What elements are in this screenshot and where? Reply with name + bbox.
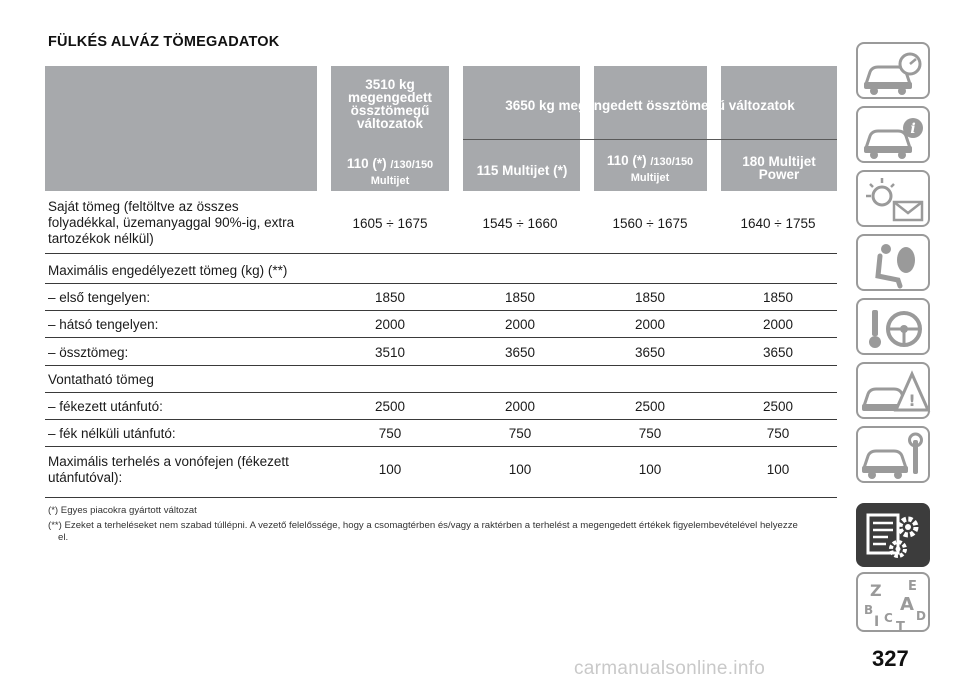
index-letter: T <box>896 620 905 634</box>
svg-text:!: ! <box>908 391 916 410</box>
header-sub-col-3 <box>594 154 706 185</box>
table-cell: 1850 <box>504 290 536 305</box>
table-cell: 100 <box>508 462 532 477</box>
table-cell: 750 <box>378 426 402 441</box>
side-tab-car-service[interactable] <box>856 426 930 483</box>
index-letter: B <box>864 603 874 617</box>
row-divider <box>45 283 837 284</box>
table-row-label: Maximális terhelés a vonófejen (fékezett utánfutóval): <box>48 454 289 485</box>
footnote-1: (*) Egyes piacokra gyártott változat <box>48 505 197 516</box>
table-row-label: – össztömeg: <box>48 345 129 360</box>
car-warning-triangle-icon <box>858 364 932 421</box>
table-cell: 2000 <box>504 399 536 414</box>
side-tab-index[interactable] <box>856 572 930 632</box>
table-cell: 1545 ÷ 1660 <box>482 216 558 231</box>
svg-text:i: i <box>910 121 916 137</box>
table-cell: 2000 <box>504 317 536 332</box>
header-separator <box>707 66 721 191</box>
header-group-3650 <box>464 99 836 112</box>
page-title: FÜLKÉS ALVÁZ TÖMEGADATOK <box>48 34 280 50</box>
table-row-label: – hátsó tengelyen: <box>48 317 159 332</box>
footnote-2-line2: el. <box>58 532 69 543</box>
header-separator <box>580 66 594 191</box>
row-divider <box>45 253 837 254</box>
header-sub-col-1-line2: Multijet <box>370 175 410 187</box>
side-tab-seat-airbag[interactable] <box>856 234 930 291</box>
side-tab-car-warning[interactable] <box>856 362 930 419</box>
table-cell: 2000 <box>634 317 666 332</box>
row-divider <box>45 337 837 338</box>
table-cell: 1850 <box>762 290 794 305</box>
index-letter: C <box>884 611 893 625</box>
page-number: 327 <box>872 646 909 671</box>
table-cell: 1850 <box>634 290 666 305</box>
table-row-label: Vontatható tömeg <box>48 372 154 387</box>
table-cell: 2000 <box>762 317 794 332</box>
side-tab-specifications[interactable] <box>856 503 930 567</box>
footnote-2 <box>48 520 838 544</box>
header-sub-col-1-small: /130/150 <box>390 159 434 171</box>
table-cell: 750 <box>508 426 532 441</box>
table-cell: 100 <box>638 462 662 477</box>
header-separator <box>449 66 463 191</box>
seat-airbag-icon <box>858 236 932 293</box>
table-cell: 2500 <box>762 399 794 414</box>
index-letter: Z <box>870 581 882 600</box>
car-info-icon <box>858 108 932 165</box>
row-divider <box>45 365 837 366</box>
header-sub-col-3-main: 110 (*) <box>606 153 647 168</box>
row-divider <box>45 497 837 498</box>
table-cell: 1605 ÷ 1675 <box>352 216 428 231</box>
index-letter: E <box>908 579 917 594</box>
header-divider <box>463 139 837 140</box>
table-row-label: – fék nélküli utánfutó: <box>48 426 176 441</box>
side-tab-car-info[interactable] <box>856 106 930 163</box>
header-sub-col-2-label: 115 Multijet (*) <box>476 163 568 178</box>
index-letter: I <box>874 614 880 630</box>
side-tab-car-gauge[interactable] <box>856 42 930 99</box>
header-sub-col-4-line2: Power <box>758 167 800 182</box>
header-col-3510 <box>333 78 447 130</box>
table-cell: 3650 <box>762 345 794 360</box>
table-cell: 100 <box>378 462 402 477</box>
specifications-gear-icon <box>858 505 932 569</box>
table-cell: 1560 ÷ 1675 <box>612 216 688 231</box>
table-cell: 750 <box>766 426 790 441</box>
table-row-label: – fékezett utánfutó: <box>48 399 163 414</box>
header-sub-col-1 <box>333 157 447 188</box>
header-col-3510-label: 3510 kg megengedett össztömegű változatok <box>347 77 432 131</box>
row-divider <box>45 419 837 420</box>
footnote-2-line1: (**) Ezeket a terheléseket nem szabad túllépni. A vezető felelőssége, hogy a csomagtérben és/vagy a raktérben a terhelést a megengedett értékek figyelembevételével helyezze <box>48 520 798 531</box>
header-sub-col-1-main: 110 (*) <box>346 156 387 171</box>
table-cell: 2500 <box>374 399 406 414</box>
header-sub-col-2 <box>464 164 580 177</box>
table-cell: 3510 <box>374 345 406 360</box>
table-row-label: – első tengelyen: <box>48 290 151 305</box>
row-divider <box>45 446 837 447</box>
row-divider <box>45 392 837 393</box>
index-letter: D <box>916 609 926 623</box>
header-sub-col-3-line2: Multijet <box>630 172 670 184</box>
header-sub-col-3-small: /130/150 <box>650 156 694 168</box>
table-cell: 1850 <box>374 290 406 305</box>
header-sub-col-4-line1: 180 Multijet <box>742 154 816 169</box>
table-cell: 2500 <box>634 399 666 414</box>
table-row-label: Saját tömeg (feltöltve az összes folyadékkal, üzemanyaggal 90%-ig, extra tartozékok nélkül) <box>48 199 295 246</box>
table-cell: 3650 <box>504 345 536 360</box>
table-row-label: Maximális engedélyezett tömeg (kg) (**) <box>48 263 288 278</box>
warning-light-envelope-icon <box>858 172 932 229</box>
table-cell: 100 <box>766 462 790 477</box>
row-divider <box>45 310 837 311</box>
car-gauge-icon <box>858 44 932 101</box>
table-cell: 3650 <box>634 345 666 360</box>
table-cell: 2000 <box>374 317 406 332</box>
header-sub-col-4 <box>721 155 837 181</box>
index-letter: A <box>900 594 914 615</box>
table-cell: 750 <box>638 426 662 441</box>
key-steering-wheel-icon <box>858 300 932 357</box>
watermark: carmanualsonline.info <box>574 658 766 679</box>
header-group-3650-label: 3650 kg megengedett össztömegű változatok <box>505 98 795 113</box>
header-separator <box>317 66 331 191</box>
side-tab-key-steering[interactable] <box>856 298 930 355</box>
alphabetical-index-icon <box>858 574 932 634</box>
table-cell: 1640 ÷ 1755 <box>740 216 816 231</box>
side-tab-warning-lights[interactable] <box>856 170 930 227</box>
car-wrench-icon <box>858 428 932 485</box>
